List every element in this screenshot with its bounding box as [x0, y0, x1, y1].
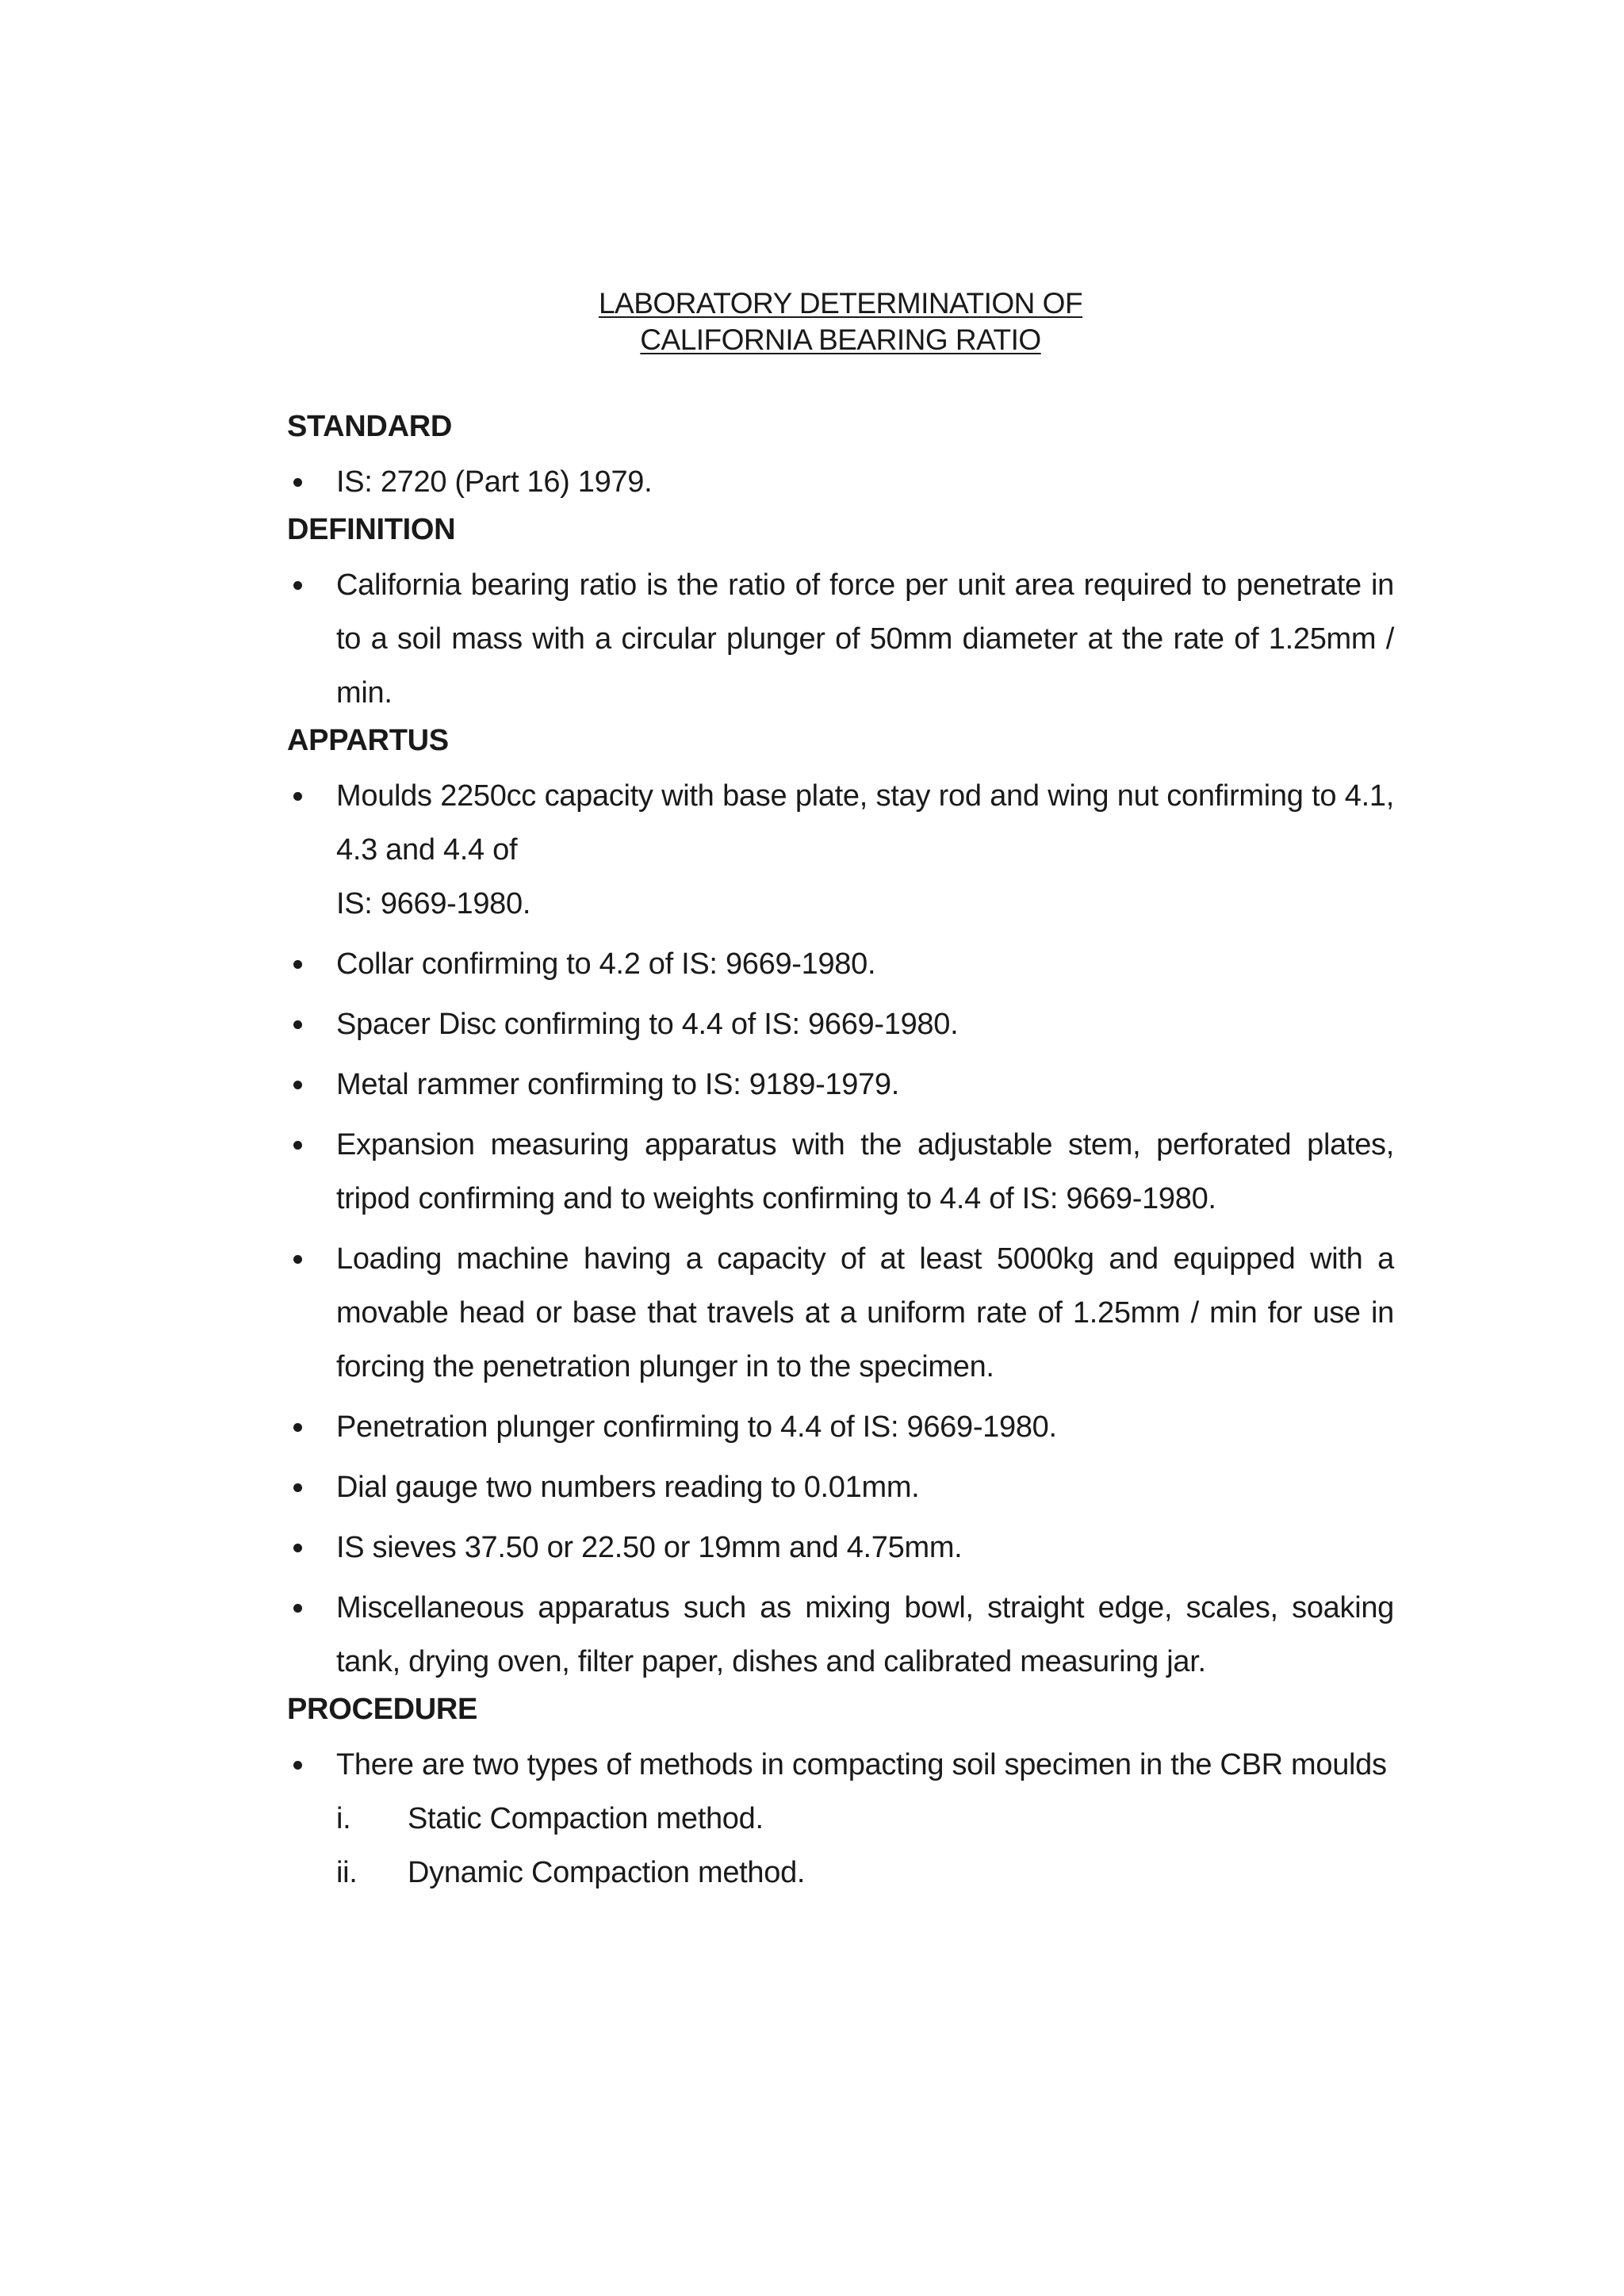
- list-item: [287, 997, 1394, 1051]
- list-item-text: There are two types of methods in compacting soil specimen in the CBR moulds: [336, 1748, 1387, 1781]
- list-item: [336, 1846, 1394, 1900]
- bullet-icon: [293, 1020, 302, 1029]
- list-item-number: ii.: [336, 1856, 358, 1889]
- list-item: [287, 455, 1394, 509]
- list-item-text: Dynamic Compaction method.: [408, 1856, 806, 1889]
- list-item: [287, 1400, 1394, 1454]
- list-item-text: Metal rammer confirming to IS: 9189-1979.: [336, 1068, 900, 1101]
- list-item-number: i.: [336, 1802, 351, 1835]
- list-item-text: California bearing ratio is the ratio of force per unit area required to penetrate in to a soil mass with a circular plunger of 50mm diameter at the rate of 1.25mm / min.: [336, 568, 1394, 710]
- list-item: [287, 558, 1394, 720]
- bullet-icon: [293, 1483, 302, 1492]
- bullet-icon: [293, 1761, 302, 1770]
- section-heading-standard: STANDARD: [287, 410, 452, 443]
- list-item: [287, 937, 1394, 991]
- list-item: [287, 1521, 1394, 1575]
- list-item-text: IS: 2720 (Part 16) 1979.: [336, 465, 653, 499]
- list-item-text: Spacer Disc confirming to 4.4 of IS: 9669-1980.: [336, 1008, 959, 1041]
- list-item-text-continued: IS: 9669-1980.: [336, 887, 531, 920]
- bullet-icon: [293, 1423, 302, 1432]
- bullet-icon: [293, 1255, 302, 1264]
- list-item: [287, 1058, 1394, 1112]
- section-heading-definition: DEFINITION: [287, 513, 456, 546]
- procedure-list: [287, 1738, 1394, 1792]
- list-item-text: Collar confirming to 4.2 of IS: 9669-1980.: [336, 947, 876, 981]
- title-line-1: LABORATORY DETERMINATION OF: [598, 287, 1083, 320]
- list-item-text: IS sieves 37.50 or 22.50 or 19mm and 4.75mm.: [336, 1531, 963, 1564]
- list-item-text: Miscellaneous apparatus such as mixing bowl, straight edge, scales, soaking tank, drying oven, filter paper, dishes and calibrated measuring jar.: [336, 1591, 1394, 1678]
- document-title: [0, 285, 1624, 358]
- section-heading-apparatus: APPARTUS: [287, 724, 449, 757]
- bullet-icon: [293, 792, 302, 801]
- title-line-2: CALIFORNIA BEARING RATIO: [640, 323, 1041, 356]
- standard-list: [287, 455, 1394, 509]
- list-item-text: Dial gauge two numbers reading to 0.01mm.: [336, 1471, 920, 1504]
- list-item-text: Penetration plunger confirming to 4.4 of IS: 9669-1980.: [336, 1410, 1057, 1444]
- bullet-icon: [293, 581, 302, 590]
- bullet-icon: [293, 1081, 302, 1089]
- bullet-icon: [293, 960, 302, 969]
- section-heading-procedure: PROCEDURE: [287, 1693, 478, 1726]
- list-item: [287, 1460, 1394, 1514]
- bullet-icon: [293, 1604, 302, 1613]
- list-item: [287, 1118, 1394, 1226]
- apparatus-list: [287, 769, 1394, 1689]
- list-item-text: Static Compaction method.: [408, 1802, 764, 1835]
- bullet-icon: [293, 1141, 302, 1150]
- list-item: [287, 1581, 1394, 1689]
- procedure-methods-list: [287, 1792, 1394, 1900]
- definition-list: [287, 558, 1394, 720]
- list-item: [287, 1232, 1394, 1394]
- list-item: [336, 1792, 1394, 1846]
- bullet-icon: [293, 1544, 302, 1552]
- list-item: [287, 769, 1394, 931]
- document-body: [287, 406, 1394, 1900]
- bullet-icon: [293, 478, 302, 487]
- list-item-text: Loading machine having a capacity of at least 5000kg and equipped with a movable head or base that travels at a uniform rate of 1.25mm / min for use in forcing the penetration plunger in to the specimen.: [336, 1242, 1394, 1383]
- list-item-text: Expansion measuring apparatus with the adjustable stem, perforated plates, tripod confirming and to weights confirming to 4.4 of IS: 9669-1980.: [336, 1128, 1394, 1215]
- list-item: [287, 1738, 1394, 1792]
- list-item-text: Moulds 2250cc capacity with base plate, stay rod and wing nut confirming to 4.1, 4.3 and 4.4 of: [336, 779, 1394, 867]
